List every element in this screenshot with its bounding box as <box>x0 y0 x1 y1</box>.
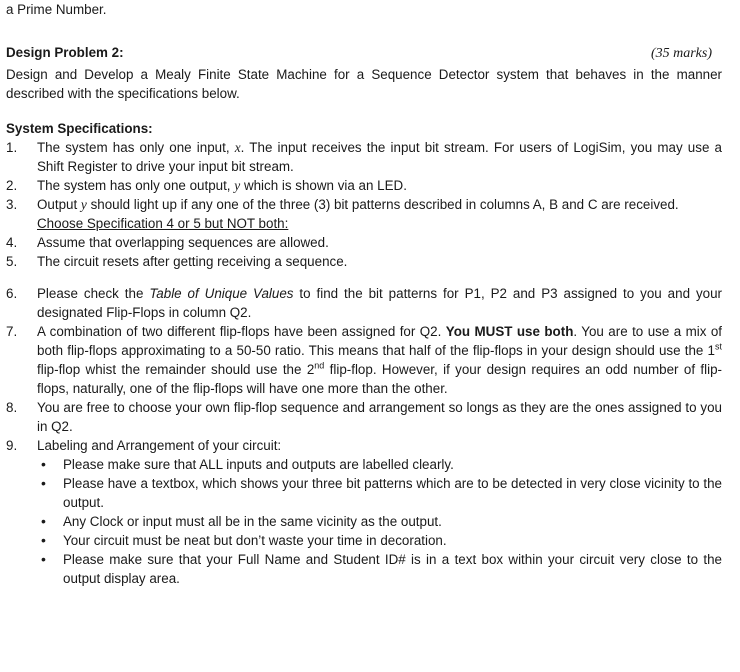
instruction-number: 8. <box>6 400 18 415</box>
spec-item <box>6 138 722 176</box>
instruction-item <box>6 284 722 322</box>
instruction-item <box>6 398 722 436</box>
table-reference: Table of Unique Values <box>149 286 294 301</box>
variable-x: x <box>234 140 241 155</box>
spec-number: 5. <box>6 254 18 269</box>
spec-text: The system has only one input, <box>37 140 235 155</box>
bullet-item: • Your circuit must be neat but don’t waste your time in decoration. <box>37 531 722 550</box>
instruction-text: You are free to choose your own flip-flop sequence and arrangement so longs as they are the ones assigned to you in Q2. <box>37 400 722 434</box>
instruction-list <box>6 284 722 455</box>
instruction-text: . You are to use a mix of both flip-flops approximating to a 50-50 ratio. This means that half of the flip-flops in your design should use the 1 <box>37 324 723 358</box>
bullet-item: • Any Clock or input must all be in the same vicinity as the output. <box>37 512 722 531</box>
problem-title: Design Problem 2: <box>6 45 124 60</box>
instruction-item <box>6 436 722 455</box>
choose-specification-note: Choose Specification 4 or 5 but NOT both: <box>37 216 289 231</box>
emphasis-must-use-both: You MUST use both <box>445 324 574 339</box>
spec-item <box>6 233 722 252</box>
spec-item <box>6 195 722 214</box>
spec-text: which is shown via an LED. <box>240 178 407 193</box>
instruction-text: Please check the <box>37 286 150 301</box>
ordinal-suffix: st <box>714 341 722 352</box>
problem-intro: Design and Develop a Mealy Finite State Machine for a Sequence Detector system that behaves in the manner described with the specifications below. <box>6 67 722 101</box>
variable-y: y <box>80 197 87 212</box>
previous-text-fragment: a Prime Number. <box>6 2 107 17</box>
spec-text: The circuit resets after getting receiving a sequence. <box>37 254 348 269</box>
spec-number: 3. <box>6 197 18 212</box>
instruction-text: to find the bit patterns for P1, P2 and P3 assigned to you and your designated Flip-Flops in column Q2. <box>37 286 722 320</box>
specs-heading: System Specifications: <box>6 121 153 136</box>
spec-list-options <box>6 233 722 271</box>
spec-text: should light up if any one of the three (3) bit patterns described in columns A, B and C are received. <box>86 197 679 212</box>
document-page <box>6 0 722 588</box>
instruction-text: flip-flop. However, if your design requires an odd number of flip-flops, naturally, one of the flip-flops will have one more than the other. <box>37 362 722 396</box>
spec-text: . The input receives the input bit stream. For users of LogiSim, you may use a Shift Register to drive your input bit stream. <box>37 140 723 174</box>
variable-y: y <box>234 178 241 193</box>
instruction-text: A combination of two different flip-flops have been assigned for Q2. <box>37 324 446 339</box>
spec-number: 4. <box>6 235 18 250</box>
spec-number: 1. <box>6 140 18 155</box>
instruction-number: 7. <box>6 324 18 339</box>
instruction-item <box>6 322 722 398</box>
spec-text: The system has only one output, <box>37 178 235 193</box>
spec-item <box>6 176 722 195</box>
spec-number: 2. <box>6 178 18 193</box>
bullet-item: • Please make sure that ALL inputs and outputs are labelled clearly. <box>37 455 722 474</box>
spec-item <box>6 252 722 271</box>
bullet-item: • Please have a textbox, which shows your three bit patterns which are to be detected in very close vicinity to the output. <box>37 474 722 512</box>
instruction-text: Labeling and Arrangement of your circuit: <box>37 438 282 453</box>
problem-header <box>6 43 722 63</box>
labeling-bullets <box>6 455 722 588</box>
ordinal-suffix: nd <box>314 360 325 371</box>
spec-list <box>6 138 722 214</box>
spec-text: Assume that overlapping sequences are allowed. <box>37 235 329 250</box>
instruction-number: 6. <box>6 286 18 301</box>
instruction-number: 9. <box>6 438 18 453</box>
spec-text: Output <box>37 197 81 212</box>
problem-marks: (35 marks) <box>650 46 712 61</box>
bullet-item: • Please make sure that your Full Name and Student ID# is in a text box within your circuit very close to the output display area. <box>37 550 722 588</box>
instruction-text: flip-flop whist the remainder should use the 2 <box>37 362 315 377</box>
